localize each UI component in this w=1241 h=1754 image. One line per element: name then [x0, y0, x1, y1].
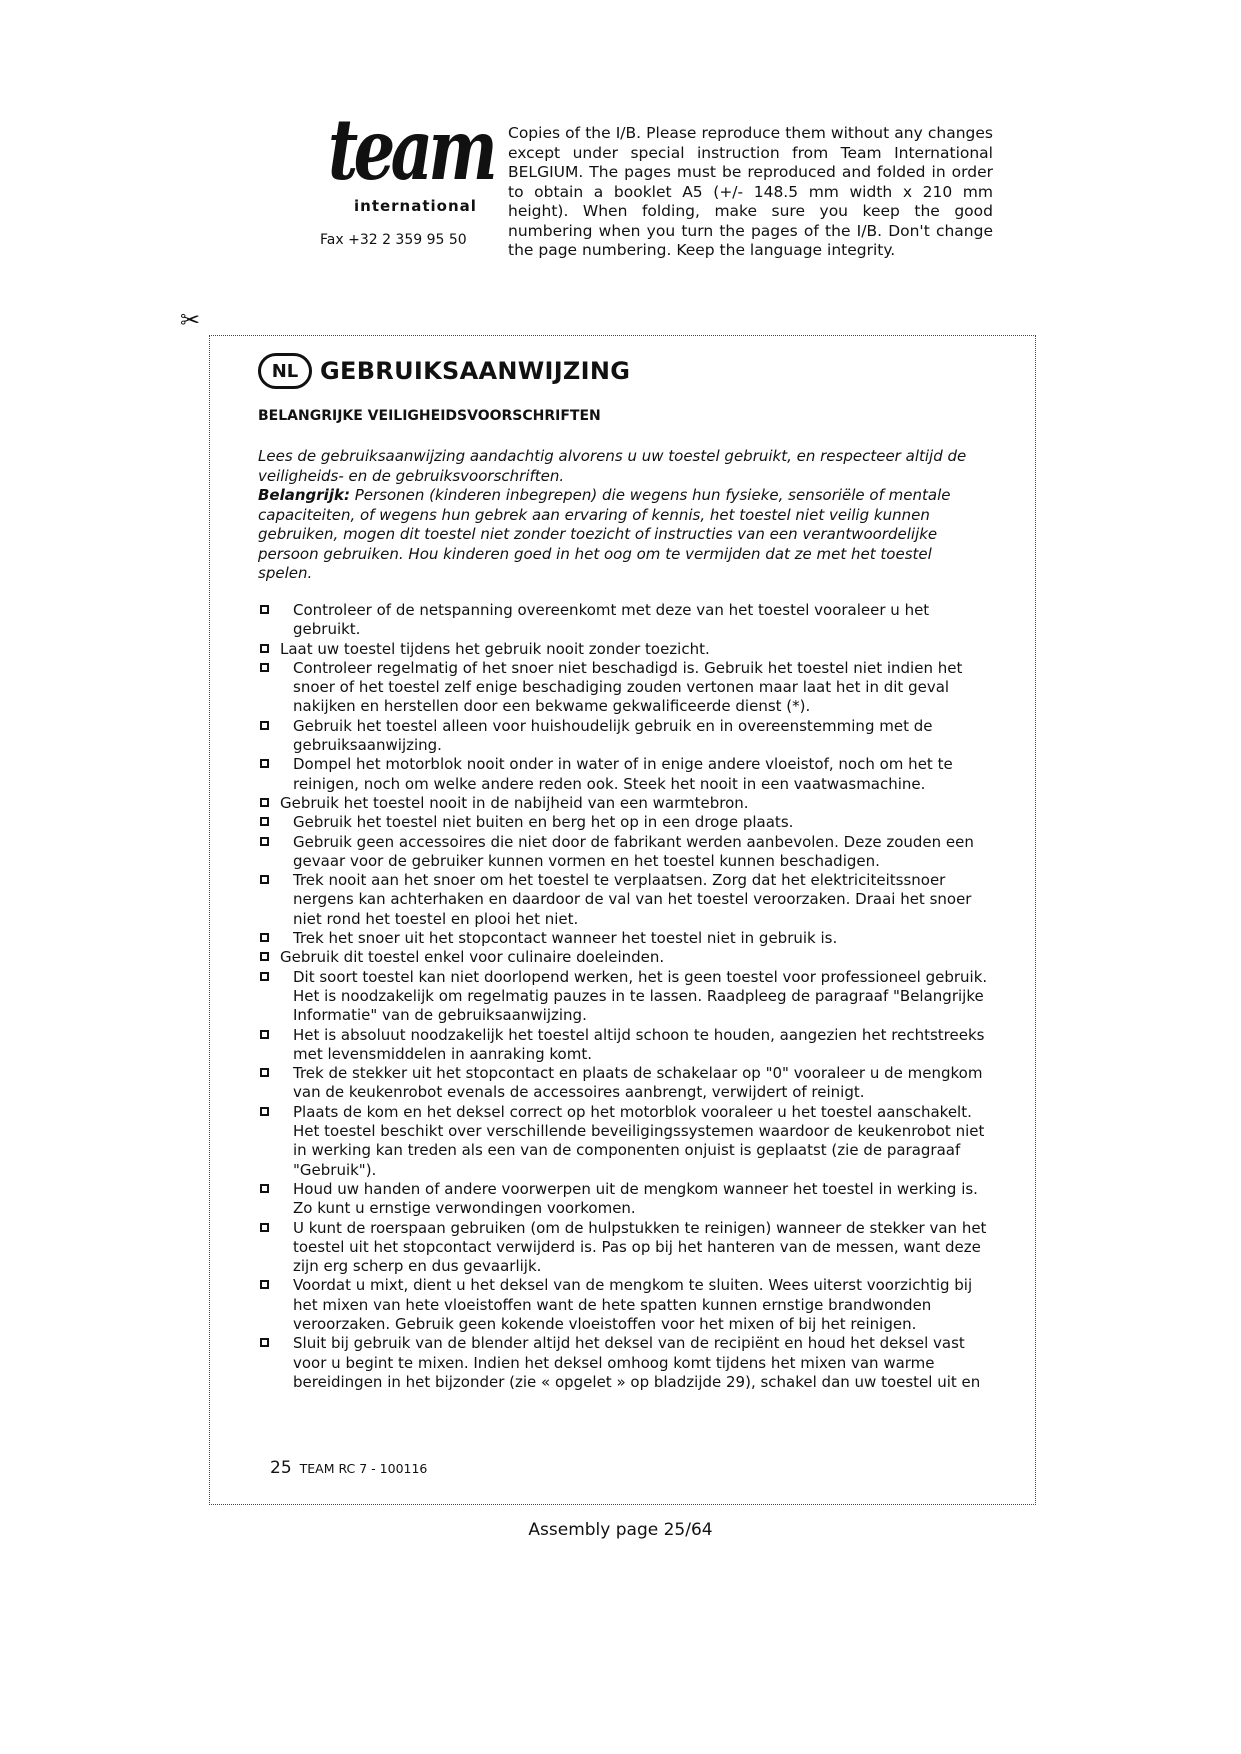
safety-list	[258, 601, 998, 1392]
list-item: Gebruik dit toestel enkel voor culinaire doeleinden.	[258, 948, 998, 967]
logo-word: team	[328, 100, 494, 199]
list-item: Sluit bij gebruik van de blender altijd het deksel van de recipiënt en houd het deksel vast voor u begint te mixen. Indien het deksel omhoog komt tijdens het mixen van warme bereidingen in het bijzonder (zie « opgelet » op bladzijde 29), schakel dan uw toestel uit en	[258, 1334, 998, 1392]
list-item: Houd uw handen of andere voorwerpen uit de mengkom wanneer het toestel in werking is. Zo kunt u ernstige verwondingen voorkomen.	[258, 1180, 998, 1219]
manual-header	[258, 353, 630, 389]
language-badge: NL	[258, 353, 312, 389]
checkbox-icon	[260, 759, 269, 768]
checkbox-icon	[260, 817, 269, 826]
manual-title: GEBRUIKSAANWIJZING	[320, 357, 631, 385]
checkbox-icon	[260, 933, 269, 942]
list-item: Gebruik het toestel nooit in de nabijheid van een warmtebron.	[258, 794, 998, 813]
checkbox-icon	[260, 1280, 269, 1289]
page-number: 25	[270, 1458, 292, 1478]
checkbox-icon	[260, 721, 269, 730]
intro-block	[258, 447, 980, 584]
list-item: U kunt de roerspaan gebruiken (om de hulpstukken te reinigen) wanneer de stekker van het toestel uit het stopcontact verwijderd is. Pas op bij het hanteren van de messen, want deze zijn erg scherp en dus gevaarlijk.	[258, 1219, 998, 1277]
list-item: Laat uw toestel tijdens het gebruik nooit zonder toezicht.	[258, 640, 998, 659]
list-item: Dompel het motorblok nooit onder in water of in enige andere vloeistof, noch om het te reinigen, noch om welke andere reden ook. Steek het nooit in een vaatwasmachine.	[258, 755, 998, 794]
scissors-icon: ✂	[180, 306, 201, 334]
team-logo	[318, 100, 494, 220]
checkbox-icon	[260, 605, 269, 614]
important-text: Personen (kinderen inbegrepen) die wegens hun fysieke, sensoriële of mentale capaciteiten, of wegens hun gebrek aan ervaring of kennis, het toestel niet veilig kunnen gebruiken, mogen dit toestel niet zonder toezicht of instructies van een verantwoordelijke persoon gebruiken. Hou kinderen goed in het oog om te vermijden dat ze met het toestel spelen.	[258, 486, 951, 582]
assembly-page: Assembly page 25/64	[528, 1520, 713, 1540]
checkbox-icon	[260, 644, 269, 653]
checkbox-icon	[260, 1107, 269, 1116]
important-label: Belangrijk:	[258, 486, 350, 504]
list-item: Controleer of de netspanning overeenkomt met deze van het toestel vooraleer u het gebruikt.	[258, 601, 998, 640]
important-paragraph	[258, 486, 980, 584]
list-item: Trek het snoer uit het stopcontact wanneer het toestel niet in gebruik is.	[258, 929, 998, 948]
copies-instruction: Copies of the I/B. Please reproduce them without any changes except under special instruction from Team International BELGIUM. The pages must be reproduced and folded in order to obtain a booklet A5 (+/- 148.5 mm width x 210 mm height). When folding, make sure you keep the good numbering when you turn the pages of the I/B. Don't change the page numbering. Keep the language integrity.	[508, 124, 993, 259]
list-item: Plaats de kom en het deksel correct op het motorblok vooraleer u het toestel aanschakelt. Het toestel beschikt over verschillende beveiligingssystemen waardoor de keukenrobot niet in werking kan treden als een van de componenten onjuist is geplaatst (zie de paragraaf "Gebruik").	[258, 1103, 998, 1180]
list-item: Gebruik het toestel niet buiten en berg het op in een droge plaats.	[258, 813, 998, 832]
list-item: Trek de stekker uit het stopcontact en plaats de schakelaar op "0" vooraleer u de mengkom van de keukenrobot evenals de accessoires aanbrengt, verwijdert of reinigt.	[258, 1064, 998, 1103]
checkbox-icon	[260, 1184, 269, 1193]
intro-text: Lees de gebruiksaanwijzing aandachtig alvorens u uw toestel gebruikt, en respecteer altijd de veiligheids- en de gebruiksvoorschriften.	[258, 447, 967, 485]
list-item: Gebruik het toestel alleen voor huishoudelijk gebruik en in overeenstemming met de gebruiksaanwijzing.	[258, 717, 998, 756]
checkbox-icon	[260, 1068, 269, 1077]
logo-subtitle: international	[354, 197, 477, 215]
list-item: Het is absoluut noodzakelijk het toestel altijd schoon te houden, aangezien het rechtstreeks met levensmiddelen in aanraking komt.	[258, 1026, 998, 1065]
list-item: Controleer regelmatig of het snoer niet beschadigd is. Gebruik het toestel niet indien het snoer of het toestel zelf enige beschadiging zouden vertonen maar laat het in dit geval nakijken en herstellen door een bekwame gekwalificeerde dienst (*).	[258, 659, 998, 717]
checkbox-icon	[260, 1338, 269, 1347]
list-item: Trek nooit aan het snoer om het toestel te verplaatsen. Zorg dat het elektriciteitssnoer nergens kan achterhaken en daardoor de val van het toestel veroorzaken. Draai het snoer niet rond het toestel en plooi het niet.	[258, 871, 998, 929]
list-item: Gebruik geen accessoires die niet door de fabrikant werden aanbevolen. Deze zouden een gevaar voor de gebruiker kunnen vormen en het toestel kunnen beschadigen.	[258, 833, 998, 872]
checkbox-icon	[260, 663, 269, 672]
model-code: TEAM RC 7 - 100116	[299, 1461, 428, 1476]
fax-number: Fax +32 2 359 95 50	[320, 232, 467, 248]
checkbox-icon	[260, 972, 269, 981]
section-heading: BELANGRIJKE VEILIGHEIDSVOORSCHRIFTEN	[258, 408, 601, 424]
checkbox-icon	[260, 875, 269, 884]
checkbox-icon	[260, 1223, 269, 1232]
list-item: Voordat u mixt, dient u het deksel van de mengkom te sluiten. Wees uiterst voorzichtig bij het mixen van hete vloeistoffen want de hete spatten kunnen ernstige brandwonden veroorzaken. Gebruik geen kokende vloeistoffen voor het mixen of bij het reinigen.	[258, 1276, 998, 1334]
checkbox-icon	[260, 798, 269, 807]
checkbox-icon	[260, 1030, 269, 1039]
list-item: Dit soort toestel kan niet doorlopend werken, het is geen toestel voor professioneel gebruik. Het is noodzakelijk om regelmatig pauzes in te lassen. Raadpleeg de paragraaf "Belangrijke Informatie" van de gebruiksaanwijzing.	[258, 968, 998, 1026]
checkbox-icon	[260, 952, 269, 961]
page-footer	[270, 1458, 427, 1478]
checkbox-icon	[260, 837, 269, 846]
